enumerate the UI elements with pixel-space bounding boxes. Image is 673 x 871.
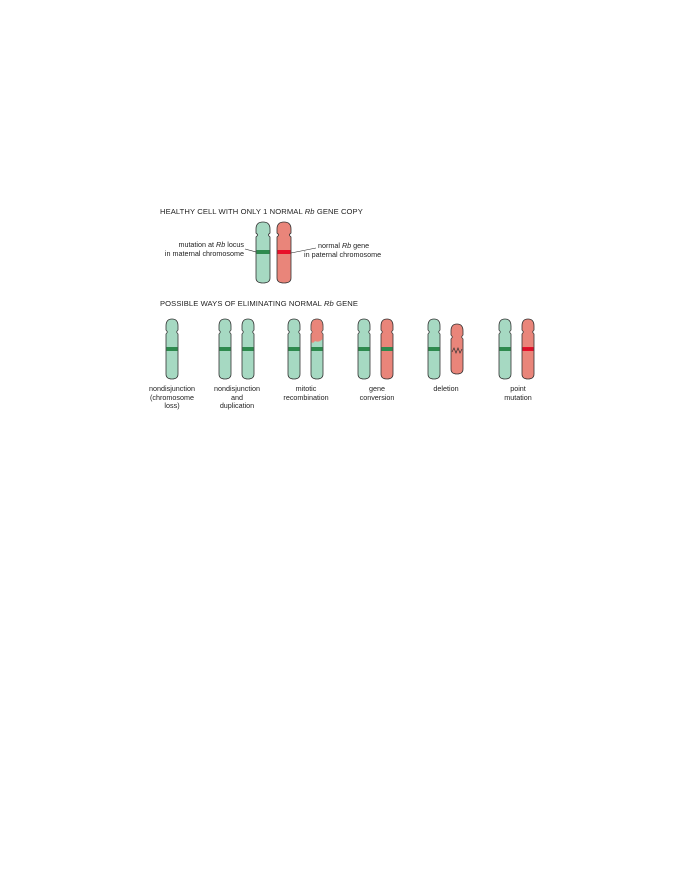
bottom-heading: POSSIBLE WAYS OF ELIMINATING NORMAL Rb GENE — [160, 299, 359, 308]
maternal-label-line1: mutation at Rb locus — [178, 240, 244, 249]
paternal-chromosome-normal — [277, 222, 291, 283]
mechanism-5-chromosome-deleted — [451, 324, 463, 374]
mechanism-2-chromosome-b — [242, 319, 254, 379]
mutant-rb-band — [257, 250, 270, 254]
mechanism-6-chromosome-point-mutated — [522, 319, 534, 379]
mechanism-label-line: duplication — [219, 401, 255, 411]
mechanism-label-line: point — [510, 384, 526, 393]
mechanism-label-line: mitotic — [295, 384, 317, 393]
mechanism-3-chromosome-recombinant — [311, 319, 323, 379]
mechanism-label-line: conversion — [359, 392, 395, 402]
mechanism-label-line: and — [231, 392, 243, 402]
mechanism-label-line: (chromosome — [150, 392, 194, 402]
mechanism-label-line: nondisjunction — [149, 384, 195, 393]
mechanism-label-line: mutation — [504, 392, 532, 402]
mechanism-label-line: deletion — [433, 384, 459, 393]
mechanism-4-chromosome-maternal — [358, 319, 370, 379]
mechanism-label-line: gene — [368, 384, 385, 393]
maternal-leader-line — [245, 249, 256, 252]
mechanism-4-chromosome-paternal-converted — [381, 319, 393, 379]
paternal-label-line1: normal Rb gene — [318, 241, 370, 250]
paternal-label-line2: in paternal chromosome — [304, 249, 382, 259]
mechanism-label-line: nondisjunction — [214, 384, 260, 393]
paternal-leader-line — [291, 248, 316, 253]
mechanism-label-line: loss) — [164, 401, 180, 411]
maternal-label-line2: in maternal chromosome — [164, 248, 244, 258]
top-heading: HEALTHY CELL WITH ONLY 1 NORMAL Rb GENE COPY — [160, 207, 363, 216]
maternal-chromosome-mutant — [256, 222, 270, 283]
normal-rb-band — [278, 250, 291, 254]
mechanism-5-chromosome-maternal — [428, 319, 440, 379]
mechanism-6-chromosome-maternal — [499, 319, 511, 379]
mechanism-2-chromosome-a — [219, 319, 231, 379]
mechanism-3-chromosome-maternal — [288, 319, 300, 379]
mechanism-label-line: recombination — [283, 392, 329, 402]
mechanism-1-chromosome — [166, 319, 178, 379]
